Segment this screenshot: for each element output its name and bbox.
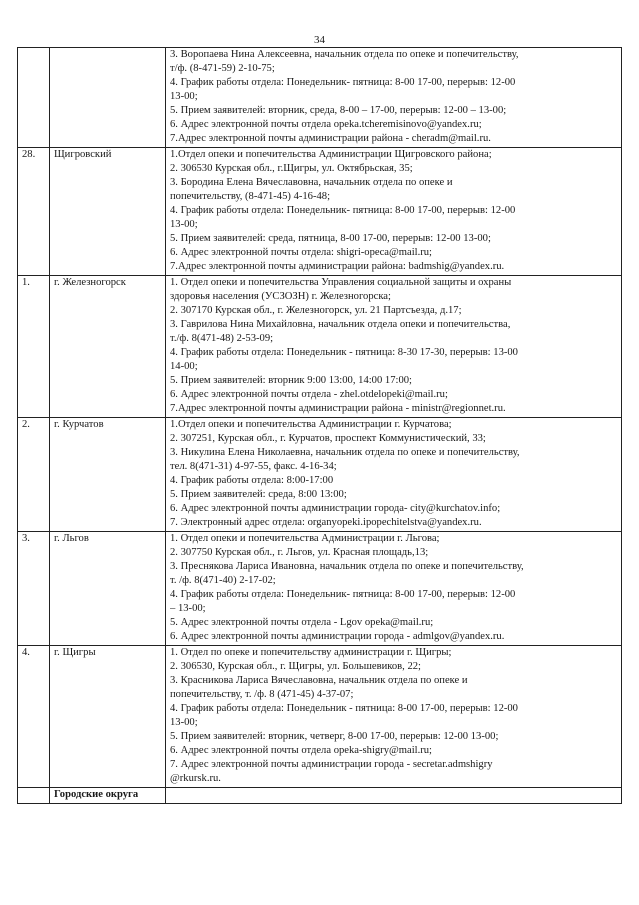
detail-line: 5. Прием заявителей: вторник, среда, 8-00 – 17-00, перерыв: 12-00 – 13-00; xyxy=(170,105,507,116)
detail-line: 4. График работы отдела: Понедельник- пятница: 8-00 17-00, перерыв: 12-00 xyxy=(170,77,516,88)
detail-line: 3. Красникова Лариса Вячеславовна, начальник отдела по опеке и xyxy=(170,675,468,686)
district-name: г. Льгов xyxy=(50,532,166,646)
detail-line: 3. Преснякова Лариса Ивановна, начальник отдела по опеке и попечительству, xyxy=(170,561,524,572)
detail-line: 3. Гаврилова Нина Михайловна, начальник отдела опеки и попечительства, xyxy=(170,319,511,330)
detail-line: 4. График работы отдела: Понедельник- пятница: 8-00 17-00, перерыв: 12-00 xyxy=(170,589,516,600)
contact-details xyxy=(166,276,622,418)
section-label: Городские округа xyxy=(50,788,166,804)
detail-line: 3. Никулина Елена Николаевна, начальник отдела по опеке и попечительству, xyxy=(170,447,520,458)
detail-line: 4. График работы отдела: Понедельник - пятница: 8-30 17-30, перерыв: 13-00 xyxy=(170,347,518,358)
row-number: 3. xyxy=(18,532,50,646)
detail-line: 6. Адрес электронной почты отдела opeka-shigry@mail.ru; xyxy=(170,745,433,756)
district-name: г. Щигры xyxy=(50,646,166,788)
detail-line: 5. Прием заявителей: вторник, четверг, 8-00 17-00, перерыв: 12-00 13-00; xyxy=(170,731,499,742)
detail-line: здоровья населения (УСЗОЗН) г. Железногорска; xyxy=(170,291,391,302)
detail-line: 6. Адрес электронной почты отдела: shigri-opeca@mail.ru; xyxy=(170,247,432,258)
table-row xyxy=(18,148,622,276)
detail-line: т/ф. (8-471-59) 2-10-75; xyxy=(170,63,275,74)
detail-line: 3. Воропаева Нина Алексеевна, начальник отдела по опеке и попечительству, xyxy=(170,49,519,60)
section-row xyxy=(18,788,622,804)
detail-line: 13-00; xyxy=(170,717,198,728)
detail-line: 2. 306530, Курская обл., г. Щигры, ул. Большевиков, 22; xyxy=(170,661,422,672)
district-name: г. Курчатов xyxy=(50,418,166,532)
table-row xyxy=(18,48,622,148)
detail-line: 13-00; xyxy=(170,91,198,102)
detail-line: 1. Отдел опеки и попечительства Управления социальной защиты и охраны xyxy=(170,277,512,288)
detail-line: 6. Адрес электронной почты отдела - zhel.otdelopeki@mail.ru; xyxy=(170,389,448,400)
detail-line: т. /ф. 8(471-40) 2-17-02; xyxy=(170,575,276,586)
contact-details xyxy=(166,646,622,788)
section-number-cell xyxy=(18,788,50,804)
section-details-cell xyxy=(166,788,622,804)
detail-line: @rkursk.ru. xyxy=(170,773,221,784)
detail-line: попечительству, (8-471-45) 4-16-48; xyxy=(170,191,331,202)
detail-line: 4. График работы отдела: 8:00-17:00 xyxy=(170,475,334,486)
row-number: 4. xyxy=(18,646,50,788)
detail-line: 5. Прием заявителей: среда, 8:00 13:00; xyxy=(170,489,347,500)
detail-line: 6. Адрес электронной почты администрации города - admlgov@yandex.ru. xyxy=(170,631,505,642)
contact-details xyxy=(166,418,622,532)
detail-line: попечительству, т. /ф. 8 (471-45) 4-37-07; xyxy=(170,689,354,700)
detail-line: 2. 306530 Курская обл., г.Щигры, ул. Октябрьская, 35; xyxy=(170,163,413,174)
district-name: г. Железногорск xyxy=(50,276,166,418)
detail-line: 4. График работы отдела: Понедельник - пятница: 8-00 17-00, перерыв: 12-00 xyxy=(170,703,518,714)
page-number: 34 xyxy=(314,34,325,46)
detail-line: 3. Бородина Елена Вячеславовна, начальник отдела по опеке и xyxy=(170,177,453,188)
detail-line: 1.Отдел опеки и попечительства Администрации Щигровского района; xyxy=(170,149,492,160)
detail-line: 7.Адрес электронной почты администрации района - cheradm@mail.ru. xyxy=(170,133,491,144)
detail-line: 2. 307251, Курская обл., г. Курчатов, проспект Коммунистический, 33; xyxy=(170,433,486,444)
detail-line: 4. График работы отдела: Понедельник- пятница: 8-00 17-00, перерыв: 12-00 xyxy=(170,205,516,216)
detail-line: 1. Отдел опеки и попечительства Администрации г. Льгова; xyxy=(170,533,440,544)
district-name xyxy=(50,48,166,148)
detail-line: – 13-00; xyxy=(170,603,206,614)
detail-line: т./ф. 8(471-48) 2-53-09; xyxy=(170,333,274,344)
detail-line: 5. Адрес электронной почты отдела - Lgov opeka@mail.ru; xyxy=(170,617,434,628)
row-number xyxy=(18,48,50,148)
detail-line: 5. Прием заявителей: среда, пятница, 8-00 17-00, перерыв: 12-00 13-00; xyxy=(170,233,491,244)
detail-line: 13-00; xyxy=(170,219,198,230)
detail-line: 6. Адрес электронной почты отдела opeka.tcheremisinovo@yandex.ru; xyxy=(170,119,482,130)
detail-line: 2. 307750 Курская обл., г. Льгов, ул. Красная площадь,13; xyxy=(170,547,429,558)
district-name: Щигровский xyxy=(50,148,166,276)
detail-line: 7. Электронный адрес отдела: organyopeki.ipopechitelstva@yandex.ru. xyxy=(170,517,482,528)
guardianship-table xyxy=(17,47,622,804)
detail-line: 7.Адрес электронной почты администрации района: badmshig@yandex.ru. xyxy=(170,261,505,272)
contact-details xyxy=(166,532,622,646)
detail-line: 5. Прием заявителей: вторник 9:00 13:00, 14:00 17:00; xyxy=(170,375,412,386)
detail-line: 14-00; xyxy=(170,361,198,372)
detail-line: 7.Адрес электронной почты администрации района - ministr@regionnet.ru. xyxy=(170,403,506,414)
detail-line: тел. 8(471-31) 4-97-55, факс. 4-16-34; xyxy=(170,461,337,472)
contact-details xyxy=(166,48,622,148)
detail-line: 6. Адрес электронной почты администрации города- city@kurchatov.info; xyxy=(170,503,501,514)
table-row xyxy=(18,646,622,788)
contact-details xyxy=(166,148,622,276)
table-row xyxy=(18,418,622,532)
detail-line: 1.Отдел опеки и попечительства Администрации г. Курчатова; xyxy=(170,419,452,430)
table-row xyxy=(18,276,622,418)
row-number: 1. xyxy=(18,276,50,418)
detail-line: 7. Адрес электронной почты администрации города - secretar.admshigry xyxy=(170,759,493,770)
detail-line: 1. Отдел по опеке и попечительству администрации г. Щигры; xyxy=(170,647,452,658)
detail-line: 2. 307170 Курская обл., г. Железногорск, ул. 21 Партсъезда, д.17; xyxy=(170,305,462,316)
row-number: 2. xyxy=(18,418,50,532)
row-number: 28. xyxy=(18,148,50,276)
table-row xyxy=(18,532,622,646)
